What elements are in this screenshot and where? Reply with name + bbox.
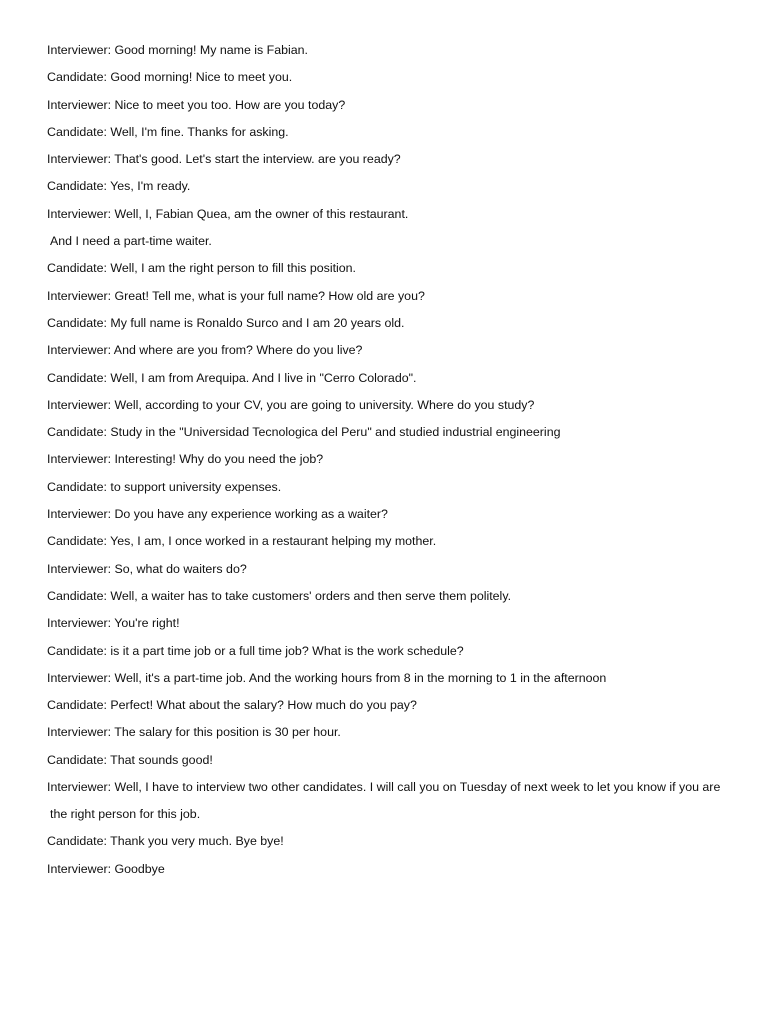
transcript-line: Candidate: Yes, I'm ready. [47,179,191,194]
transcript-line: Candidate: That sounds good! [47,752,213,767]
transcript-line: Candidate: Well, a waiter has to take customers' orders and then serve them politely. [47,588,512,603]
transcript-line: Candidate: is it a part time job or a full time job? What is the work schedule? [47,643,464,658]
transcript-line: Interviewer: Well, it's a part-time job. And the working hours from 8 in the morning to 1 in the afternoon [47,670,607,685]
transcript-line: Interviewer: That's good. Let's start the interview. are you ready? [47,152,401,167]
transcript-line: Interviewer: You're right! [47,616,180,631]
transcript-line: Candidate: Yes, I am, I once worked in a restaurant helping my mother. [47,534,437,549]
transcript-line: Candidate: Well, I am the right person to fill this position. [47,261,357,276]
transcript-line: Candidate: Perfect! What about the salary? How much do you pay? [47,698,417,713]
transcript-line: Interviewer: Well, I, Fabian Quea, am the owner of this restaurant. [47,206,409,221]
transcript-line: Interviewer: So, what do waiters do? [47,561,247,576]
transcript-line: Candidate: Well, I'm fine. Thanks for asking. [47,124,289,139]
transcript-line: Interviewer: Great! Tell me, what is your full name? How old are you? [47,288,425,303]
transcript-line: Candidate: Thank you very much. Bye bye! [47,834,284,849]
transcript-line: Interviewer: Good morning! My name is Fabian. [47,43,309,57]
transcript-line: Candidate: Well, I am from Arequipa. And I live in "Cerro Colorado". [47,370,417,385]
transcript-line: And I need a part-time waiter. [50,234,212,249]
transcript-line: the right person for this job. [50,807,201,822]
transcript-line: Candidate: to support university expenses. [47,479,282,494]
transcript-line: Interviewer: Nice to meet you too. How are you today? [47,97,346,112]
transcript-line: Interviewer: The salary for this position is 30 per hour. [47,725,341,740]
transcript [47,43,727,889]
transcript-line: Interviewer: Goodbye [47,861,165,876]
transcript-line: Candidate: Good morning! Nice to meet you. [47,70,293,85]
transcript-line: Candidate: Study in the "Universidad Tecnologica del Peru" and studied industrial engineering [47,425,561,440]
transcript-line: Interviewer: Well, I have to interview two other candidates. I will call you on Tuesday of next week to let you know if you are [47,780,721,795]
transcript-line: Interviewer: Well, according to your CV, you are going to university. Where do you study? [47,397,535,412]
transcript-line: Candidate: My full name is Ronaldo Surco and I am 20 years old. [47,315,405,330]
transcript-line: Interviewer: And where are you from? Where do you live? [47,343,363,358]
transcript-line: Interviewer: Interesting! Why do you need the job? [47,452,324,467]
transcript-line: Interviewer: Do you have any experience working as a waiter? [47,507,388,522]
